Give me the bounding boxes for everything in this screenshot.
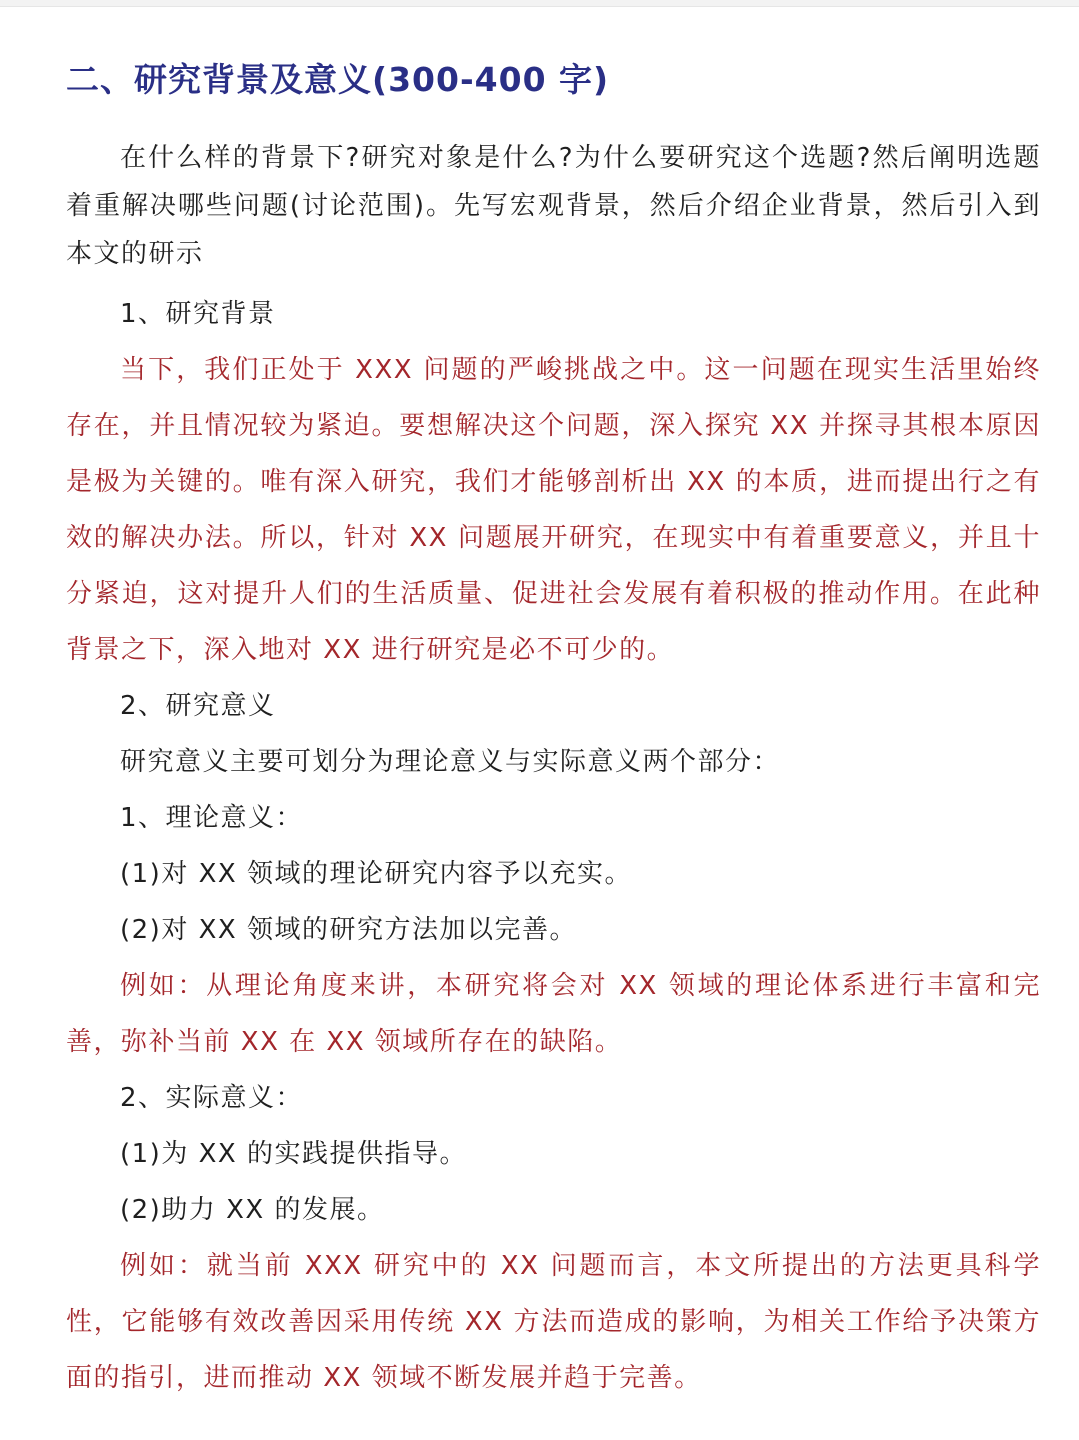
document-page — [66, 50, 1041, 1406]
theoretical-significance-title: 1、理论意义： — [120, 803, 304, 833]
section-heading: 二、研究背景及意义(300-400 字) — [66, 60, 610, 99]
background-subheading: 1、研究背景 — [120, 299, 276, 329]
background-example-paragraph: 当下，我们正处于 XXX 问题的严峻挑战之中。这一问题在现实生活里始终存在，并且情况较为紧迫。要想解决这个问题，深入探究 XX 并探寻其根本原因是极为关键的。唯有深入研究，我们才能够剖析出 XX 的本质，进而提出行之有效的解决办法。所以，针对 XX 问题展开研究，在现实中有着重要意义，并且十分紧迫，这对提升人们的生活质量、促进社会发展有着积极的推动作用。在此种背景之下，深入地对 XX 进行研究是必不可少的。 — [66, 355, 1041, 665]
practical-significance-title: 2、实际意义： — [120, 1083, 304, 1113]
practical-item-2: (2)助力 XX 的发展。 — [120, 1195, 385, 1225]
intro-paragraph: 在什么样的背景下?研究对象是什么?为什么要研究这个选题?然后阐明选题着重解决哪些问题(讨论范围)。先写宏观背景，然后介绍企业背景，然后引入到本文的研示 — [66, 143, 1041, 269]
theoretical-item-2: (2)对 XX 领域的研究方法加以完善。 — [120, 915, 577, 945]
top-divider — [0, 0, 1079, 7]
practical-example-paragraph: 例如：就当前 XXX 研究中的 XX 问题而言，本文所提出的方法更具科学性，它能够有效改善因采用传统 XX 方法而造成的影响，为相关工作给予决策方面的指引，进而推动 XX 领域不断发展并趋于完善。 — [66, 1251, 1041, 1393]
theoretical-example-paragraph: 例如：从理论角度来讲，本研究将会对 XX 领域的理论体系进行丰富和完善，弥补当前 XX 在 XX 领域所存在的缺陷。 — [66, 971, 1041, 1057]
significance-subheading: 2、研究意义 — [120, 691, 276, 721]
significance-summary: 研究意义主要可划分为理论意义与实际意义两个部分： — [120, 747, 781, 777]
practical-item-1: (1)为 XX 的实践提供指导。 — [120, 1139, 467, 1169]
theoretical-item-1: (1)对 XX 领域的理论研究内容予以充实。 — [120, 859, 632, 889]
